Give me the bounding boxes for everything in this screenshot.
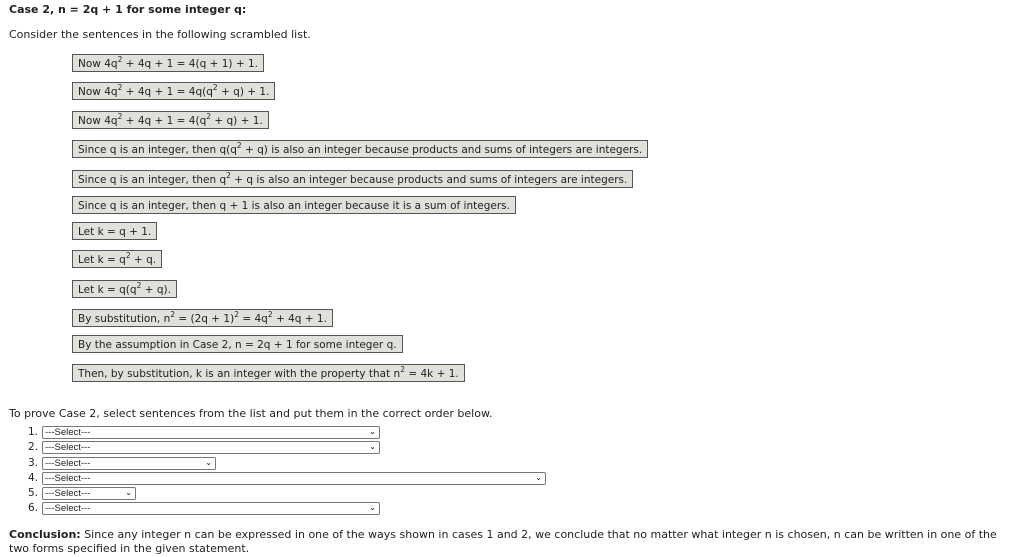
exponent: 2 <box>212 82 218 92</box>
sentence-text: + 4q + 1 = 4(q + 1) + 1. <box>122 58 258 70</box>
sentence-text: + 4q + 1. <box>272 313 327 325</box>
exponent: 2 <box>267 309 273 319</box>
select-dropdown-5[interactable] <box>42 487 136 500</box>
instruction-text: To prove Case 2, select sentences from the list and put them in the correct order below. <box>9 407 493 420</box>
conclusion-paragraph <box>9 528 1014 556</box>
sentence-text: + q) + 1. <box>217 86 270 98</box>
option-sentence[interactable] <box>72 170 633 188</box>
case-heading: Case 2, n = 2q + 1 for some integer q: <box>9 3 247 16</box>
exponent: 2 <box>234 309 239 319</box>
chevron-down-icon: ⌄ <box>125 488 132 497</box>
select-number: 5. <box>27 487 38 499</box>
sentence-text: + 4q + 1 = 4q(q <box>122 86 213 98</box>
select-value: ---Select--- <box>45 442 91 453</box>
sentence-text: + q is also an integer because products and sums of integers are integers. <box>230 174 628 186</box>
select-dropdown-1[interactable] <box>42 426 380 439</box>
select-number: 1. <box>27 426 38 438</box>
chevron-down-icon: ⌄ <box>205 458 212 467</box>
chevron-down-icon: ⌄ <box>369 427 376 436</box>
intro-text: Consider the sentences in the following scrambled list. <box>9 28 311 41</box>
option-sentence[interactable] <box>72 196 516 214</box>
select-dropdown-6[interactable] <box>42 502 380 515</box>
select-value: ---Select--- <box>45 427 91 438</box>
option-sentence[interactable] <box>72 111 269 129</box>
select-value: ---Select--- <box>45 458 91 469</box>
sentence-text: = 4q <box>239 313 268 325</box>
select-dropdown-2[interactable] <box>42 441 380 454</box>
sentence-text: Since q is an integer, then q <box>78 174 227 186</box>
sentence-text: + q. <box>130 254 157 266</box>
sentence-text: + q) + 1. <box>211 115 263 127</box>
exponent: 2 <box>170 309 176 319</box>
sentence-text: + 4q + 1 = 4(q <box>122 115 207 127</box>
sentence-text: Since q is an integer, then q(q <box>78 144 237 156</box>
conclusion-text: Since any integer n can be expressed in one of the ways shown in cases 1 and 2, we conclude that no matter what integer n is chosen, n can be written in one of the two forms specified in the given statement. <box>9 528 997 555</box>
sentence-text: + q) is also an integer because products and sums of integers are integers. <box>241 144 643 156</box>
exponent: 2 <box>117 82 123 92</box>
option-sentence[interactable] <box>72 54 264 72</box>
exponent: 2 <box>117 111 123 121</box>
exponent: 2 <box>117 54 123 64</box>
option-sentence[interactable] <box>72 222 157 240</box>
select-value: ---Select--- <box>45 503 91 514</box>
select-dropdown-4[interactable] <box>42 472 546 485</box>
select-number: 2. <box>27 441 38 453</box>
chevron-down-icon: ⌄ <box>369 503 376 512</box>
select-number: 4. <box>27 472 38 484</box>
exponent: 2 <box>226 170 231 180</box>
conclusion-label: Conclusion: <box>9 528 81 541</box>
sentence-text: Since q is an integer, then q + 1 is also an integer because it is a sum of integers. <box>78 200 510 212</box>
sentence-text: Now 4q <box>78 58 118 70</box>
select-value: ---Select--- <box>45 473 91 484</box>
chevron-down-icon: ⌄ <box>535 473 542 482</box>
sentence-text: Then, by substitution, k is an integer with the property that n <box>78 368 401 380</box>
option-sentence[interactable] <box>72 140 648 158</box>
sentence-text: = (2q + 1) <box>175 313 235 325</box>
option-sentence[interactable] <box>72 364 465 382</box>
sentence-text: By the assumption in Case 2, n = 2q + 1 for some integer q. <box>78 339 397 351</box>
sentence-text: + q). <box>141 284 171 296</box>
exponent: 2 <box>125 250 131 260</box>
sentence-text: Now 4q <box>78 115 118 127</box>
option-sentence[interactable] <box>72 280 177 298</box>
exponent: 2 <box>400 364 405 374</box>
exponent: 2 <box>236 140 242 150</box>
option-sentence[interactable] <box>72 335 403 353</box>
option-sentence[interactable] <box>72 250 162 268</box>
exponent: 2 <box>206 111 212 121</box>
sentence-text: Let k = q + 1. <box>78 226 152 238</box>
exponent: 2 <box>136 280 142 290</box>
select-dropdown-3[interactable] <box>42 457 216 470</box>
select-value: ---Select--- <box>45 488 91 499</box>
option-sentence[interactable] <box>72 82 275 100</box>
select-number: 6. <box>27 502 38 514</box>
sentence-text: Let k = q <box>78 254 126 266</box>
sentence-text: By substitution, n <box>78 313 171 325</box>
select-number: 3. <box>27 457 38 469</box>
option-sentence[interactable] <box>72 309 333 327</box>
sentence-text: = 4k + 1. <box>405 368 459 380</box>
sentence-text: Let k = q(q <box>78 284 137 296</box>
sentence-text: Now 4q <box>78 86 118 98</box>
chevron-down-icon: ⌄ <box>369 442 376 451</box>
